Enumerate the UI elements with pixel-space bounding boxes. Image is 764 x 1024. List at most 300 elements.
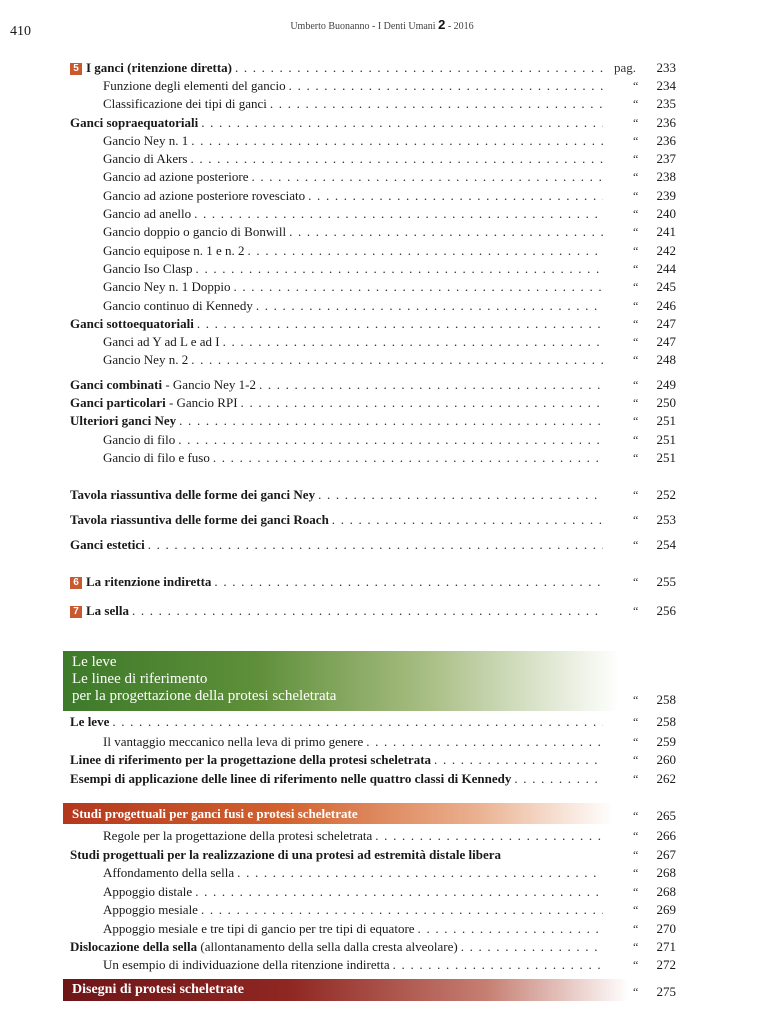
toc-entry[interactable] — [0, 572, 764, 592]
dot-leader — [214, 572, 603, 592]
page-ref-number: 242 — [656, 243, 676, 258]
toc-entry[interactable] — [0, 882, 764, 902]
page-ref-number: 235 — [656, 96, 676, 111]
page-ref-mark: “ — [633, 378, 639, 392]
toc-entry-title — [103, 350, 603, 370]
dot-leader — [201, 900, 603, 920]
toc-entry-label: Ganci ad Y ad L e ad I — [103, 334, 220, 349]
toc-entry-label: Gancio di Akers — [103, 151, 188, 166]
page-ref-number: 249 — [656, 377, 676, 392]
toc-entry-title — [103, 882, 603, 902]
toc-entry-label: Ganci particolari — [70, 395, 166, 410]
toc-entry[interactable] — [0, 806, 764, 826]
page-ref-number: 245 — [656, 279, 676, 294]
toc-entry-text — [103, 277, 230, 297]
toc-entry-title — [103, 430, 603, 450]
toc-entry[interactable] — [0, 149, 764, 169]
toc-entry[interactable] — [0, 167, 764, 187]
page-ref-number: 262 — [656, 771, 676, 786]
toc-entry-text — [70, 845, 501, 865]
toc-entry-label: Gancio equipose n. 1 e n. 2 — [103, 243, 245, 258]
toc-entry-label: Gancio Iso Clasp — [103, 261, 193, 276]
toc-entry-text — [103, 131, 188, 151]
page-ref-mark: “ — [633, 735, 639, 749]
page-ref-mark: “ — [633, 922, 639, 936]
page-ref-number: 251 — [656, 450, 676, 465]
page-ref-mark: “ — [633, 958, 639, 972]
dot-leader — [194, 204, 603, 224]
toc-entry-title — [70, 535, 603, 555]
toc-entry-title — [103, 448, 603, 468]
dot-leader — [434, 750, 603, 770]
toc-entry-label: Ulteriori ganci Ney — [70, 413, 177, 428]
toc-entry-label: Regole per la progettazione della protesi scheletrata — [103, 828, 373, 843]
page-ref-number: 254 — [656, 537, 676, 552]
toc-entry-title — [70, 845, 603, 865]
page-ref-mark: “ — [633, 903, 639, 917]
page-ref-mark: “ — [633, 244, 639, 258]
chapter-number-badge: 5 — [70, 63, 82, 75]
dot-leader — [237, 863, 603, 883]
dot-leader — [223, 332, 603, 352]
page-number: 410 — [10, 24, 31, 39]
toc-entry-title — [103, 241, 603, 261]
toc-entry-label: Dislocazione della sella — [70, 939, 198, 954]
dot-leader — [191, 131, 603, 151]
page-ref-mark: “ — [633, 97, 639, 111]
toc-entry[interactable] — [0, 411, 764, 431]
toc-entry-title — [103, 732, 603, 752]
page-ref-mark: “ — [633, 693, 639, 707]
toc-entry-title — [70, 601, 603, 621]
toc-entry[interactable] — [0, 750, 764, 770]
toc-entry-text — [103, 332, 220, 352]
toc-entry-text — [103, 430, 175, 450]
toc-entry-text — [103, 900, 198, 920]
toc-entry-title — [103, 222, 603, 242]
dot-leader — [191, 350, 603, 370]
page-ref-mark: “ — [633, 207, 639, 221]
toc-entry-title — [70, 375, 603, 395]
toc-entry-title — [103, 167, 603, 187]
dot-leader — [190, 149, 603, 169]
page-ref-number: 260 — [656, 752, 676, 767]
page-ref-mark: “ — [633, 715, 639, 729]
dot-leader — [514, 769, 603, 789]
page-ref-number: 247 — [656, 334, 676, 349]
page-ref-number: 240 — [656, 206, 676, 221]
dot-leader — [196, 259, 603, 279]
toc-entry-label: Tavola riassuntiva delle forme dei ganci Roach — [70, 512, 329, 527]
toc-entry[interactable] — [0, 76, 764, 96]
toc-entry-label: La sella — [86, 603, 129, 618]
page-ref-number: 238 — [656, 169, 676, 184]
toc-entry-text — [70, 411, 176, 431]
toc-entry[interactable] — [0, 712, 764, 732]
page-ref-mark: “ — [633, 396, 639, 410]
page-ref-number: 271 — [656, 939, 676, 954]
toc-entry[interactable] — [0, 769, 764, 789]
toc-entry[interactable] — [0, 448, 764, 468]
toc-entry-text — [70, 375, 256, 395]
page-ref-mark: “ — [633, 604, 639, 618]
dot-leader — [179, 411, 603, 431]
page-ref-mark: “ — [633, 353, 639, 367]
page-ref-number: 266 — [656, 828, 676, 843]
toc-entry-text — [103, 826, 372, 846]
page-ref-number: 270 — [656, 921, 676, 936]
toc-entry-title — [103, 204, 603, 224]
dot-leader — [259, 375, 603, 395]
toc-entry-label: Gancio di filo e fuso — [103, 450, 210, 465]
toc-entry-label: Gancio continuo di Kennedy — [103, 298, 253, 313]
page-ref-mark: “ — [633, 538, 639, 552]
dot-leader — [270, 94, 603, 114]
toc-entry-label: Il vantaggio meccanico nella leva di primo genere — [103, 734, 364, 749]
toc-entry-title — [70, 572, 603, 592]
toc-entry-title — [103, 826, 603, 846]
toc-entry[interactable] — [0, 393, 764, 413]
page-ref-number: 252 — [656, 487, 676, 502]
page-ref-number: 251 — [656, 432, 676, 447]
toc-entry-text — [70, 712, 109, 732]
toc-entry-label: Gancio ad anello — [103, 206, 192, 221]
toc-entry-label: Gancio Ney n. 2 — [103, 352, 189, 367]
dot-leader — [332, 510, 603, 530]
toc-entry-title — [70, 485, 603, 505]
page-ref-mark: “ — [633, 225, 639, 239]
page-ref-number: 272 — [656, 957, 676, 972]
page-ref-mark: “ — [633, 885, 639, 899]
page-ref-mark: “ — [633, 772, 639, 786]
banner-leve-line1: Le leve — [72, 654, 117, 670]
page-ref-number: 236 — [656, 133, 676, 148]
toc-entry-label: Gancio Ney n. 1 — [103, 133, 189, 148]
toc-entry-title — [70, 937, 603, 957]
toc-entry-text — [70, 750, 431, 770]
toc-entry[interactable] — [0, 955, 764, 975]
toc-entry-text — [70, 58, 232, 78]
toc-entry-label: Un esempio di individuazione della ritenzione indiretta — [103, 957, 390, 972]
page-ref-mark: “ — [633, 829, 639, 843]
toc-entry[interactable] — [0, 94, 764, 114]
toc-entry-label: Le leve — [70, 714, 110, 729]
toc-entry-label: Appoggio mesiale e tre tipi di gancio per tre tipi di equatore — [103, 921, 415, 936]
header-year: - 2016 — [447, 21, 474, 32]
toc-entry-label: Ganci sopraequatoriali — [70, 115, 199, 130]
toc-entry[interactable] — [0, 375, 764, 395]
toc-entry[interactable] — [0, 982, 764, 1002]
page-ref-number: 267 — [656, 847, 676, 862]
toc-entry-title — [70, 393, 603, 413]
toc-entry[interactable] — [0, 113, 764, 133]
toc-entry[interactable] — [0, 350, 764, 370]
toc-entry-label: Studi progettuali per la realizzazione di una protesi ad estremità distale libera — [70, 847, 502, 862]
dot-leader — [148, 535, 603, 555]
page-ref-mark: “ — [633, 317, 639, 331]
page-ref-mark: “ — [633, 848, 639, 862]
dot-leader — [213, 448, 603, 468]
dot-leader — [366, 732, 603, 752]
toc-entry-title — [70, 510, 603, 530]
toc-entry-suffix: - Gancio RPI — [165, 395, 238, 410]
toc-entry-label: Linee di riferimento per la progettazione della protesi scheletrata — [70, 752, 432, 767]
page-ref-number: 256 — [656, 603, 676, 618]
page-ref-number: 239 — [656, 188, 676, 203]
toc-entry-label: Tavola riassuntiva delle forme dei ganci Ney — [70, 487, 316, 502]
page-ref-mark: “ — [633, 985, 639, 999]
page-ref-mark: “ — [633, 79, 639, 93]
toc-entry[interactable] — [0, 937, 764, 957]
toc-entry-suffix: (allontanamento della sella dalla cresta alveolare) — [197, 939, 458, 954]
toc-entry-label: Gancio Ney n. 1 Doppio — [103, 279, 231, 294]
toc-entry-text — [103, 241, 245, 261]
page-ref-mark: “ — [633, 134, 639, 148]
page-ref-number: 269 — [656, 902, 676, 917]
toc-entry-title — [103, 863, 603, 883]
page-ref-number: 244 — [656, 261, 676, 276]
page-ref-number: 241 — [656, 224, 676, 239]
dot-leader — [308, 186, 603, 206]
page-ref-number: 258 — [656, 692, 676, 707]
page-ref-mark: “ — [633, 189, 639, 203]
toc-entry-text — [70, 937, 458, 957]
toc-entry-label: Esempi di applicazione delle linee di riferimento nelle quattro classi di Kennedy — [70, 771, 512, 786]
page-ref-mark: “ — [633, 866, 639, 880]
page-ref-number: 268 — [656, 884, 676, 899]
toc-entry-title — [103, 900, 603, 920]
page-ref-number: 251 — [656, 413, 676, 428]
banner-leve-line3: per la progettazione della protesi scheletrata — [72, 688, 337, 704]
toc-entry-text — [70, 769, 511, 789]
toc-entry-label: Gancio ad azione posteriore rovesciato — [103, 188, 306, 203]
toc-entry-title — [103, 186, 603, 206]
page-ref-number: 255 — [656, 574, 676, 589]
toc-entry-title — [103, 919, 603, 939]
toc-entry-label: Appoggio distale — [103, 884, 193, 899]
dot-leader — [251, 167, 603, 187]
toc-entry-text — [103, 863, 234, 883]
toc-entry-title — [70, 113, 603, 133]
toc-entry-label: Classificazione dei tipi di ganci — [103, 96, 267, 111]
dot-leader — [289, 76, 603, 96]
dot-leader — [132, 601, 603, 621]
toc-entry-label: La ritenzione indiretta — [86, 574, 212, 589]
page-ref-number: 268 — [656, 865, 676, 880]
toc-entry-title — [103, 259, 603, 279]
toc-entry[interactable] — [0, 131, 764, 151]
page-ref-number: 246 — [656, 298, 676, 313]
toc-entry-title — [103, 296, 603, 316]
dot-leader — [375, 826, 603, 846]
page-ref-mark: “ — [633, 753, 639, 767]
toc-entry-title — [103, 332, 603, 352]
dot-leader — [235, 58, 603, 78]
toc-entry-title — [70, 750, 603, 770]
dot-leader — [197, 314, 603, 334]
toc-entry-text — [103, 448, 210, 468]
dot-leader — [112, 712, 603, 732]
toc-entry[interactable] — [0, 259, 764, 279]
toc-entry-title — [70, 982, 603, 1002]
toc-entry-title — [103, 131, 603, 151]
dot-leader — [318, 485, 603, 505]
toc-entry-label: Gancio doppio o gancio di Bonwill — [103, 224, 287, 239]
toc-entry[interactable] — [0, 332, 764, 352]
page-ref-number: 258 — [656, 714, 676, 729]
toc-entry-title — [70, 58, 603, 78]
toc-entry[interactable] — [0, 826, 764, 846]
dot-leader — [195, 882, 603, 902]
page-ref-number: 275 — [656, 984, 676, 999]
page-ref-mark: “ — [633, 809, 639, 823]
toc-entry-label: Ganci estetici — [70, 537, 145, 552]
toc-entry-title — [70, 690, 603, 710]
toc-entry-text — [103, 882, 192, 902]
toc-entry-title — [103, 955, 603, 975]
page-ref-number: 237 — [656, 151, 676, 166]
toc-entry-title — [70, 712, 603, 732]
toc-entry-text — [70, 601, 129, 621]
page-ref-mark: “ — [633, 299, 639, 313]
page-ref-number: 234 — [656, 78, 676, 93]
toc-entry-title — [103, 149, 603, 169]
toc-entry-text — [103, 76, 286, 96]
toc-entry-text — [70, 510, 329, 530]
page-ref-mark: “ — [633, 513, 639, 527]
page-ref-number: 265 — [656, 808, 676, 823]
toc-entry[interactable] — [0, 845, 764, 865]
header-volume: 2 — [438, 17, 446, 32]
page-ref-mark: “ — [633, 152, 639, 166]
toc-entry-title — [103, 94, 603, 114]
banner-studi-title: Studi progettuali per ganci fusi e protesi scheletrate — [72, 806, 358, 821]
page-ref-mark: “ — [633, 451, 639, 465]
toc-entry[interactable] — [0, 900, 764, 920]
toc-entry[interactable] — [0, 535, 764, 555]
toc-entry-text — [103, 222, 286, 242]
toc-entry[interactable] — [0, 277, 764, 297]
toc-entry-title — [70, 314, 603, 334]
toc-entry-text — [103, 167, 248, 187]
toc-entry-text — [70, 113, 198, 133]
page-ref-mark: “ — [633, 414, 639, 428]
toc-entry-text — [103, 955, 390, 975]
banner-leve-line2: Le linee di riferimento — [72, 671, 208, 687]
page-ref-number: 247 — [656, 316, 676, 331]
toc-entry-title — [70, 769, 603, 789]
toc-entry-text — [70, 572, 211, 592]
toc-entry-text — [103, 259, 193, 279]
page-ref-number: 259 — [656, 734, 676, 749]
page-ref-mark: “ — [633, 335, 639, 349]
toc-entry-title — [70, 806, 603, 826]
dot-leader — [461, 937, 603, 957]
toc-entry-text — [70, 314, 194, 334]
page-ref-mark: “ — [633, 280, 639, 294]
page-ref-mark: “ — [633, 262, 639, 276]
toc-entry[interactable] — [0, 430, 764, 450]
toc-entry-label: Ganci sottoequatoriali — [70, 316, 194, 331]
toc-entry-title — [70, 411, 603, 431]
dot-leader — [393, 955, 603, 975]
toc-entry-label: Appoggio mesiale — [103, 902, 198, 917]
toc-entry[interactable] — [0, 314, 764, 334]
toc-entry-label: Ganci combinati — [70, 377, 163, 392]
banner-disegni-title: Disegni di protesi scheletrate — [72, 982, 244, 997]
toc-entry[interactable] — [0, 58, 764, 78]
dot-leader — [201, 113, 603, 133]
dot-leader — [248, 241, 603, 261]
toc-entry[interactable] — [0, 601, 764, 621]
toc-entry-title — [103, 76, 603, 96]
toc-entry[interactable] — [0, 241, 764, 261]
toc-entry[interactable] — [0, 863, 764, 883]
page-ref-number: 250 — [656, 395, 676, 410]
toc-entry[interactable] — [0, 485, 764, 505]
toc-entry-text — [103, 919, 415, 939]
toc-entry-text — [103, 350, 188, 370]
running-header — [0, 17, 764, 32]
toc-entry[interactable] — [0, 510, 764, 530]
page-ref-mark: “ — [633, 488, 639, 502]
toc-entry[interactable] — [0, 186, 764, 206]
page-ref-number: 253 — [656, 512, 676, 527]
toc-entry-text — [103, 186, 305, 206]
toc-entry[interactable] — [0, 919, 764, 939]
dot-leader — [178, 430, 603, 450]
page-ref-mark: “ — [633, 940, 639, 954]
toc-entry[interactable] — [0, 204, 764, 224]
toc-entry[interactable] — [0, 222, 764, 242]
page-ref-mark: “ — [633, 116, 639, 130]
toc-entry-text — [70, 393, 238, 413]
toc-entry-label: Gancio di filo — [103, 432, 176, 447]
dot-leader — [241, 393, 603, 413]
toc-entry-text — [70, 535, 145, 555]
header-author-title: Umberto Buonanno - I Denti Umani — [290, 21, 436, 32]
chapter-number-badge: 7 — [70, 606, 82, 618]
page-ref-number: 248 — [656, 352, 676, 367]
toc-entry-text — [103, 296, 253, 316]
toc-entry[interactable] — [0, 690, 764, 710]
page-ref-mark: “ — [633, 575, 639, 589]
page-ref-mark: pag. — [614, 60, 637, 75]
dot-leader — [418, 919, 603, 939]
page-ref-number: 233 — [656, 60, 676, 75]
dot-leader — [256, 296, 603, 316]
page-ref-mark: “ — [633, 170, 639, 184]
toc-entry-text — [103, 204, 191, 224]
toc-entry-text — [103, 94, 267, 114]
toc-entry[interactable] — [0, 296, 764, 316]
toc-entry-label: I ganci (ritenzione diretta) — [86, 60, 232, 75]
toc-entry-text — [103, 149, 187, 169]
toc-entry-text — [70, 485, 315, 505]
page-ref-number: 236 — [656, 115, 676, 130]
toc-entry-label: Affondamento della sella — [103, 865, 235, 880]
page-ref-mark: “ — [633, 433, 639, 447]
toc-entry-title — [103, 277, 603, 297]
toc-entry-label: Funzione degli elementi del gancio — [103, 78, 286, 93]
dot-leader — [233, 277, 603, 297]
dot-leader — [289, 222, 603, 242]
toc-entry[interactable] — [0, 732, 764, 752]
toc-entry-suffix: - Gancio Ney 1-2 — [162, 377, 256, 392]
toc-entry-label: Gancio ad azione posteriore — [103, 169, 249, 184]
chapter-number-badge: 6 — [70, 577, 82, 589]
toc-entry-text — [103, 732, 363, 752]
